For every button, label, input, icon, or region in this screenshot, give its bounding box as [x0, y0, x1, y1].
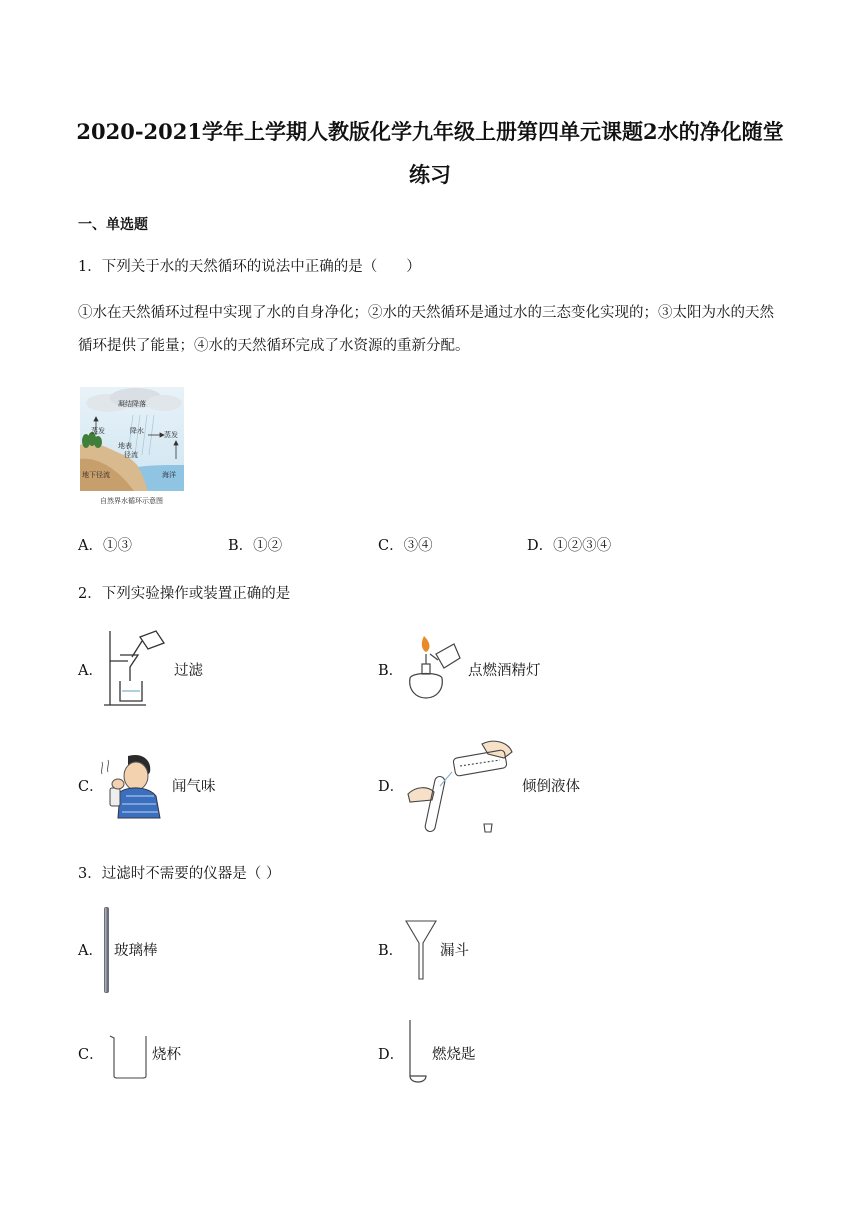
label-evaporation-right: 蒸发	[164, 431, 178, 439]
section-heading: 一、单选题	[78, 217, 148, 233]
page-title: 2020-2021学年上学期人教版化学九年级上册第四单元课题2水的净化随堂	[76, 119, 784, 144]
funnel-icon	[404, 917, 438, 981]
question-2-stem: 2．下列实验操作或装置正确的是	[78, 586, 291, 602]
q2-option-d-letter[interactable]: D．	[378, 779, 405, 795]
label-surface: 地表	[118, 442, 132, 450]
q3-option-b-label: 漏斗	[440, 943, 469, 959]
figure-caption: 自然界水循环示意图	[100, 497, 163, 505]
boy-smelling-icon	[98, 752, 168, 820]
label-rain: 降水	[130, 427, 144, 435]
label-condense: 凝结降落	[118, 400, 146, 408]
q2-option-d-label: 倾倒液体	[522, 779, 580, 795]
pouring-liquid-icon	[404, 736, 520, 840]
question-1-stem: 1．下列关于水的天然循环的说法中正确的是（ ）	[78, 259, 421, 275]
q3-option-a-letter[interactable]: A．	[78, 943, 103, 959]
water-cycle-diagram	[78, 385, 186, 509]
q2-option-c-label: 闻气味	[172, 779, 216, 795]
q1-option-b[interactable]: B．①②	[228, 538, 283, 554]
question-3-stem: 3．过滤时不需要的仪器是（ ）	[78, 866, 281, 882]
q3-option-d-letter[interactable]: D．	[378, 1047, 405, 1063]
q1-option-c[interactable]: C．③④	[378, 538, 433, 554]
q3-option-b-letter[interactable]: B．	[378, 943, 404, 959]
alcohol-lamp-icon	[402, 634, 464, 704]
beaker-icon	[108, 1032, 148, 1080]
q3-option-a-label: 玻璃棒	[114, 943, 158, 959]
q2-option-b-label: 点燃酒精灯	[468, 663, 541, 679]
q1-option-d[interactable]: D．①②③④	[527, 538, 612, 554]
q2-option-b-letter[interactable]: B．	[378, 663, 404, 679]
glass-rod-icon	[103, 906, 111, 994]
q3-option-c-letter[interactable]: C．	[78, 1047, 104, 1063]
page-title-continued: 练习	[409, 162, 451, 187]
label-evaporation-left: 蒸发	[91, 427, 105, 435]
q3-option-c-label: 烧杯	[152, 1047, 181, 1063]
q2-option-a-letter[interactable]: A．	[78, 663, 103, 679]
label-underground-runoff: 地下径流	[82, 471, 110, 479]
label-ocean: 海洋	[162, 471, 176, 479]
q1-option-a[interactable]: A．①③	[78, 538, 132, 554]
q2-option-a-label: 过滤	[174, 663, 203, 679]
water-cycle-figure	[78, 385, 186, 509]
combustion-spoon-icon	[404, 1018, 432, 1090]
question-1-statements: ①水在天然循环过程中实现了水的自身净化；②水的天然循环是通过水的三态变化实现的；③太阳为水的天然循环提供了能量；④水的天然循环完成了水资源的重新分配。	[78, 305, 774, 354]
filtration-apparatus-icon	[102, 627, 172, 709]
q2-option-c-letter[interactable]: C．	[78, 779, 104, 795]
q3-option-d-label: 燃烧匙	[432, 1047, 476, 1063]
label-runoff: 径流	[124, 451, 138, 459]
